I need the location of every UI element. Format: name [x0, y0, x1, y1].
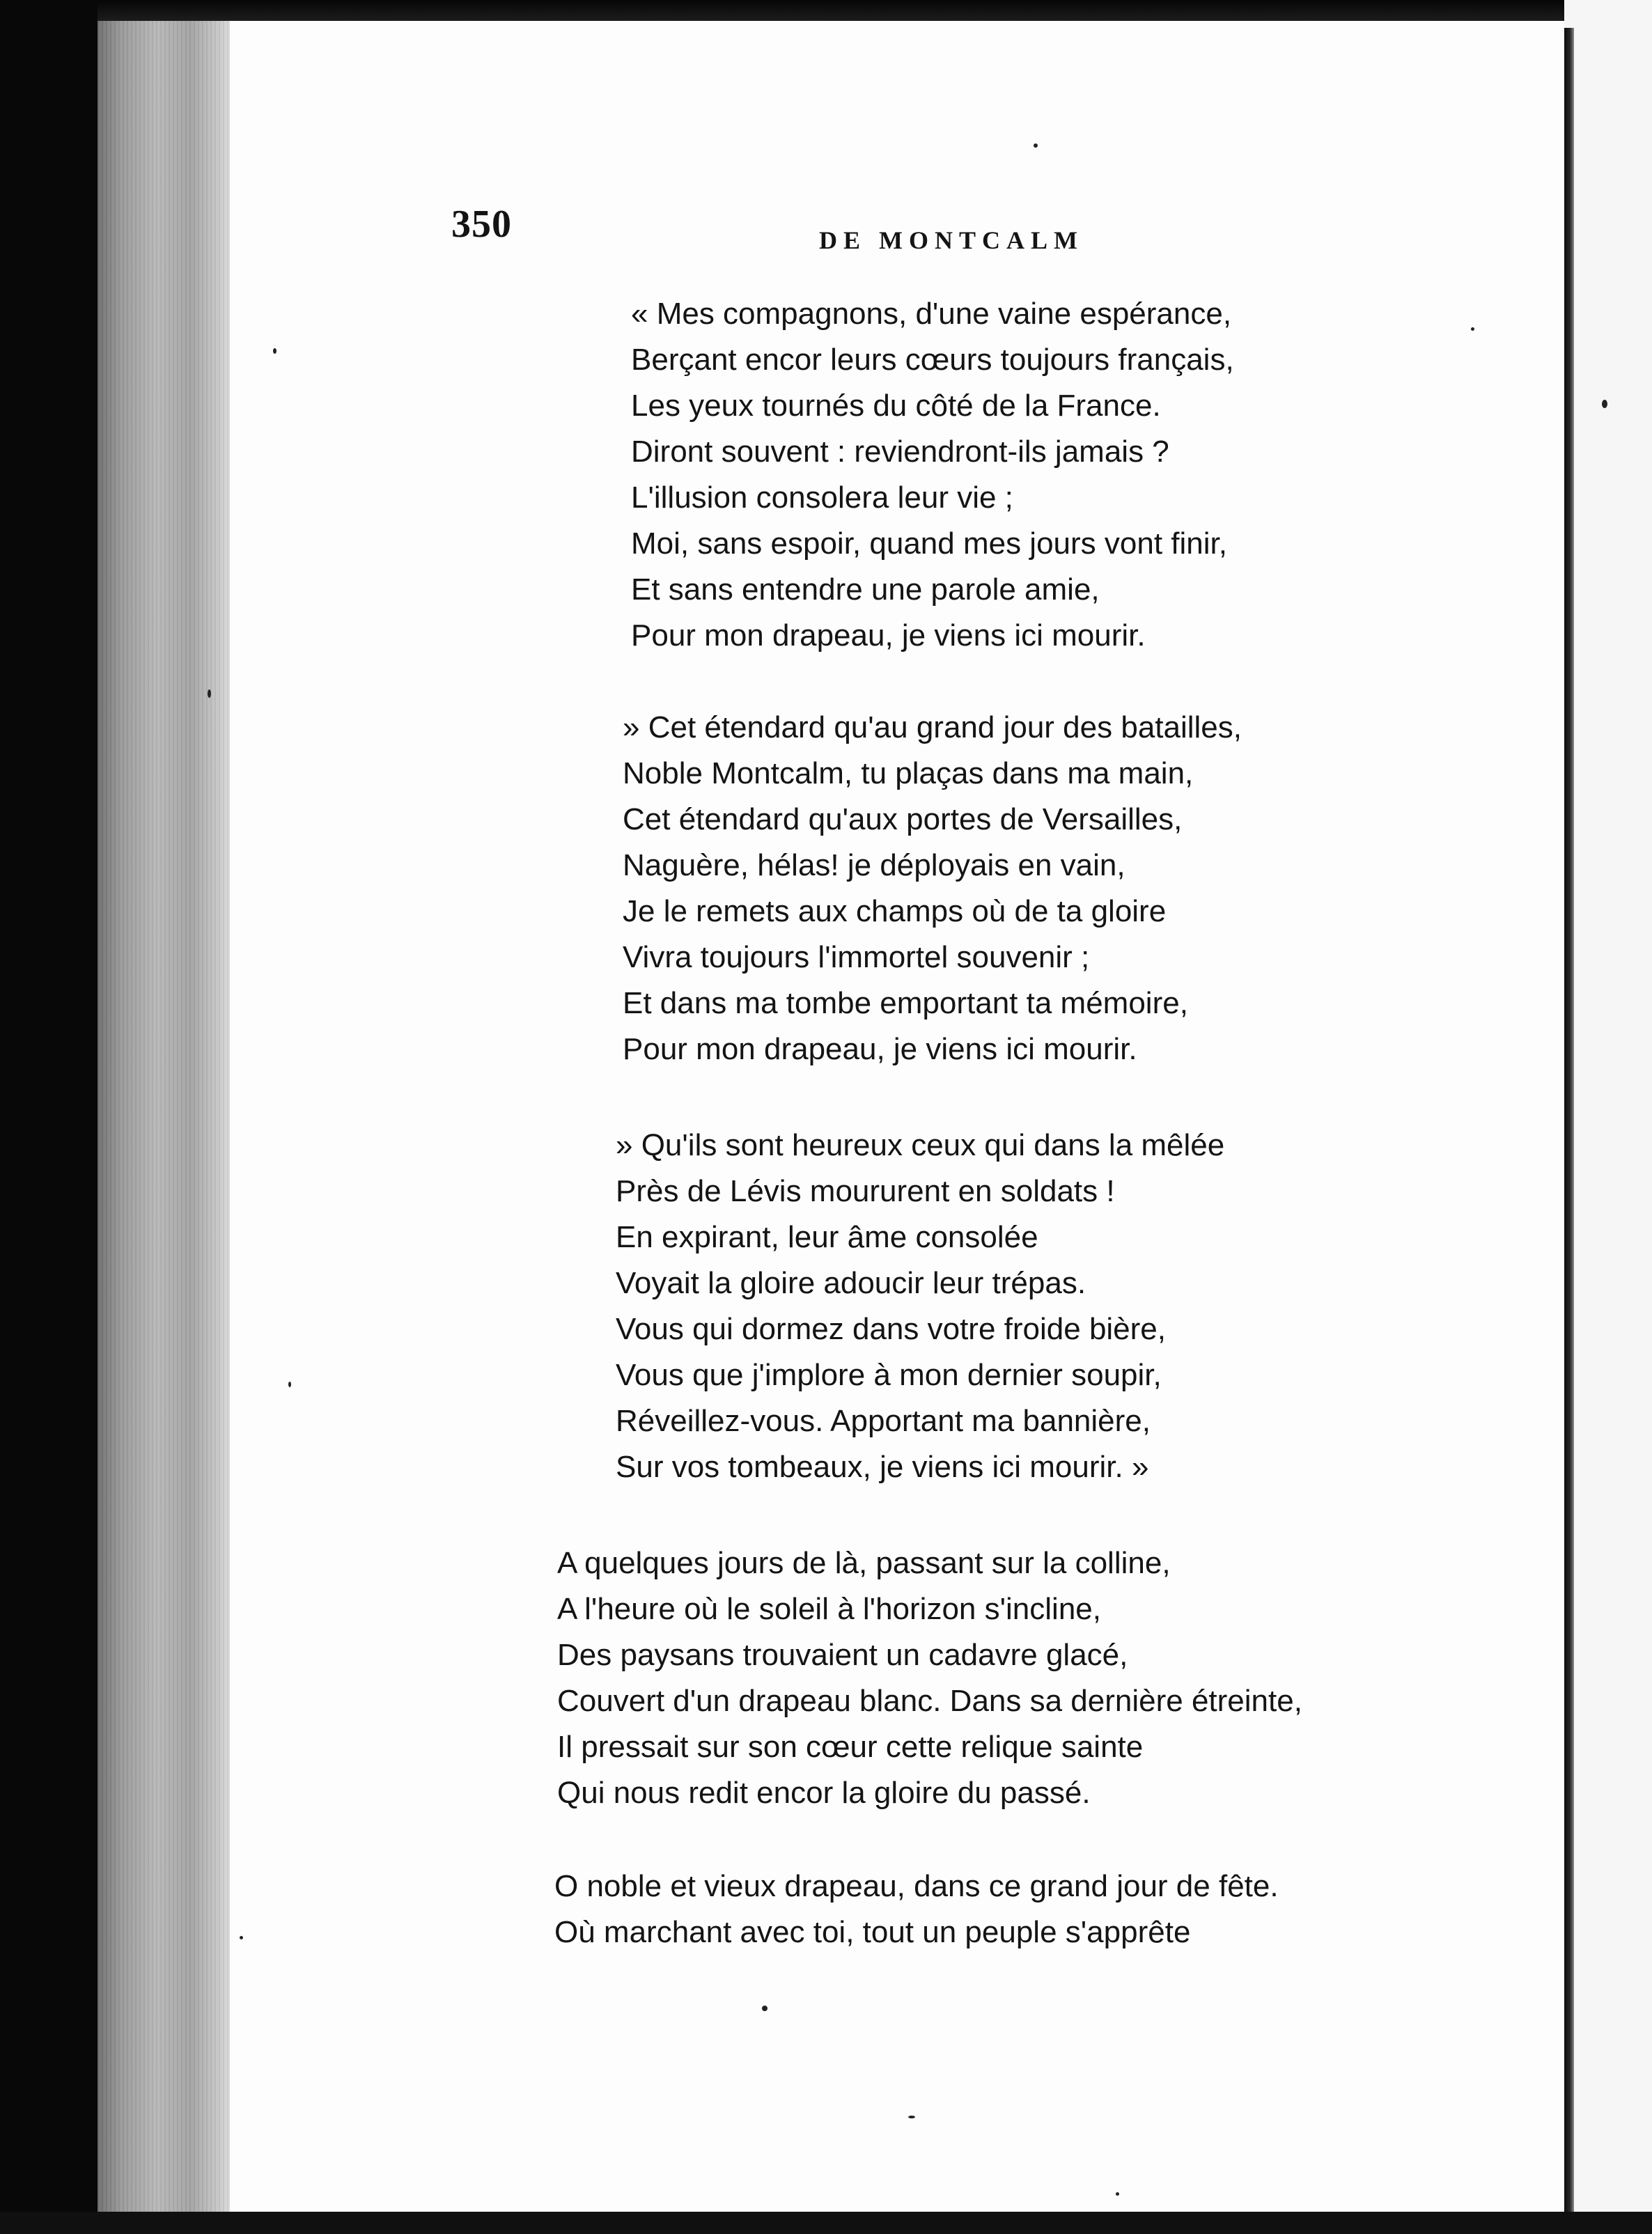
verse-line: Et dans ma tombe emportant ta mémoire, — [623, 986, 1188, 1020]
verse-line: L'illusion consolera leur vie ; — [631, 481, 1013, 515]
verse-line: Pour mon drapeau, je viens ici mourir. — [623, 1032, 1137, 1066]
verse-line: » Cet étendard qu'au grand jour des batailles, — [623, 710, 1242, 744]
stanza-5 — [554, 1864, 1279, 1955]
verse-line: A quelques jours de là, passant sur la colline, — [557, 1546, 1171, 1580]
verse-line: Vivra toujours l'immortel souvenir ; — [623, 940, 1090, 974]
dust-speck — [1034, 143, 1038, 148]
verse-line: Naguère, hélas! je déployais en vain, — [623, 848, 1125, 882]
dust-speck — [1471, 327, 1474, 331]
page-number: 350 — [451, 203, 512, 246]
dust-speck — [288, 1382, 291, 1387]
verse-line: Je le remets aux champs où de ta gloire — [623, 894, 1167, 928]
stanza-3 — [616, 1123, 1224, 1490]
verse-line: En expirant, leur âme consolée — [616, 1220, 1038, 1254]
verse-line: Il pressait sur son cœur cette relique sainte — [557, 1730, 1144, 1764]
scan-top-border — [0, 0, 1652, 22]
verse-line: A l'heure où le soleil à l'horizon s'incline, — [557, 1592, 1101, 1626]
dust-speck — [273, 348, 276, 354]
dust-speck — [1116, 2192, 1119, 2196]
verse-line: Des paysans trouvaient un cadavre glacé, — [557, 1638, 1128, 1672]
verse-line: Où marchant avec toi, tout un peuple s'apprête — [554, 1915, 1191, 1949]
binding-fold-line — [1564, 28, 1574, 2215]
verse-line: « Mes compagnons, d'une vaine espérance, — [631, 297, 1232, 331]
page-edge-texture — [98, 21, 230, 2215]
verse-line: Vous qui dormez dans votre froide bière, — [616, 1312, 1167, 1346]
verse-line: Diront souvent : reviendront-ils jamais ? — [631, 435, 1169, 469]
verse-line: Voyait la gloire adoucir leur trépas. — [616, 1266, 1086, 1300]
verse-line: Sur vos tombeaux, je viens ici mourir. » — [616, 1450, 1149, 1484]
verse-line: Pour mon drapeau, je viens ici mourir. — [631, 618, 1146, 653]
verse-line: Près de Lévis moururent en soldats ! — [616, 1174, 1115, 1208]
scan-left-border — [0, 0, 98, 2234]
verse-line: Moi, sans espoir, quand mes jours vont finir, — [631, 526, 1227, 561]
stanza-4 — [557, 1540, 1302, 1816]
verse-line: Qui nous redit encor la gloire du passé. — [557, 1776, 1091, 1810]
facing-page-margin — [1564, 0, 1652, 2234]
dust-speck — [240, 1936, 243, 1939]
dust-speck — [208, 689, 211, 698]
verse-line: » Qu'ils sont heureux ceux qui dans la mêlée — [616, 1128, 1225, 1162]
verse-line: Couvert d'un drapeau blanc. Dans sa dernière étreinte, — [557, 1684, 1302, 1718]
verse-line: Et sans entendre une parole amie, — [631, 572, 1100, 607]
verse-line: Vous que j'implore à mon dernier soupir, — [616, 1358, 1162, 1392]
verse-line: Noble Montcalm, tu plaças dans ma main, — [623, 756, 1194, 790]
dust-speck — [908, 2116, 915, 2118]
running-head: DE MONTCALM — [819, 226, 1084, 254]
dust-speck — [1602, 400, 1607, 408]
stanza-2 — [623, 705, 1242, 1072]
verse-line: Réveillez-vous. Apportant ma bannière, — [616, 1404, 1151, 1438]
verse-line: Berçant encor leurs cœurs toujours français, — [631, 343, 1234, 377]
stanza-1 — [631, 291, 1234, 659]
dust-speck — [762, 2006, 767, 2011]
scan-bottom-border — [0, 2212, 1652, 2234]
verse-line: O noble et vieux drapeau, dans ce grand jour de fête. — [554, 1869, 1279, 1903]
verse-line: Les yeux tournés du côté de la France. — [631, 389, 1161, 423]
verse-line: Cet étendard qu'aux portes de Versailles, — [623, 802, 1183, 836]
